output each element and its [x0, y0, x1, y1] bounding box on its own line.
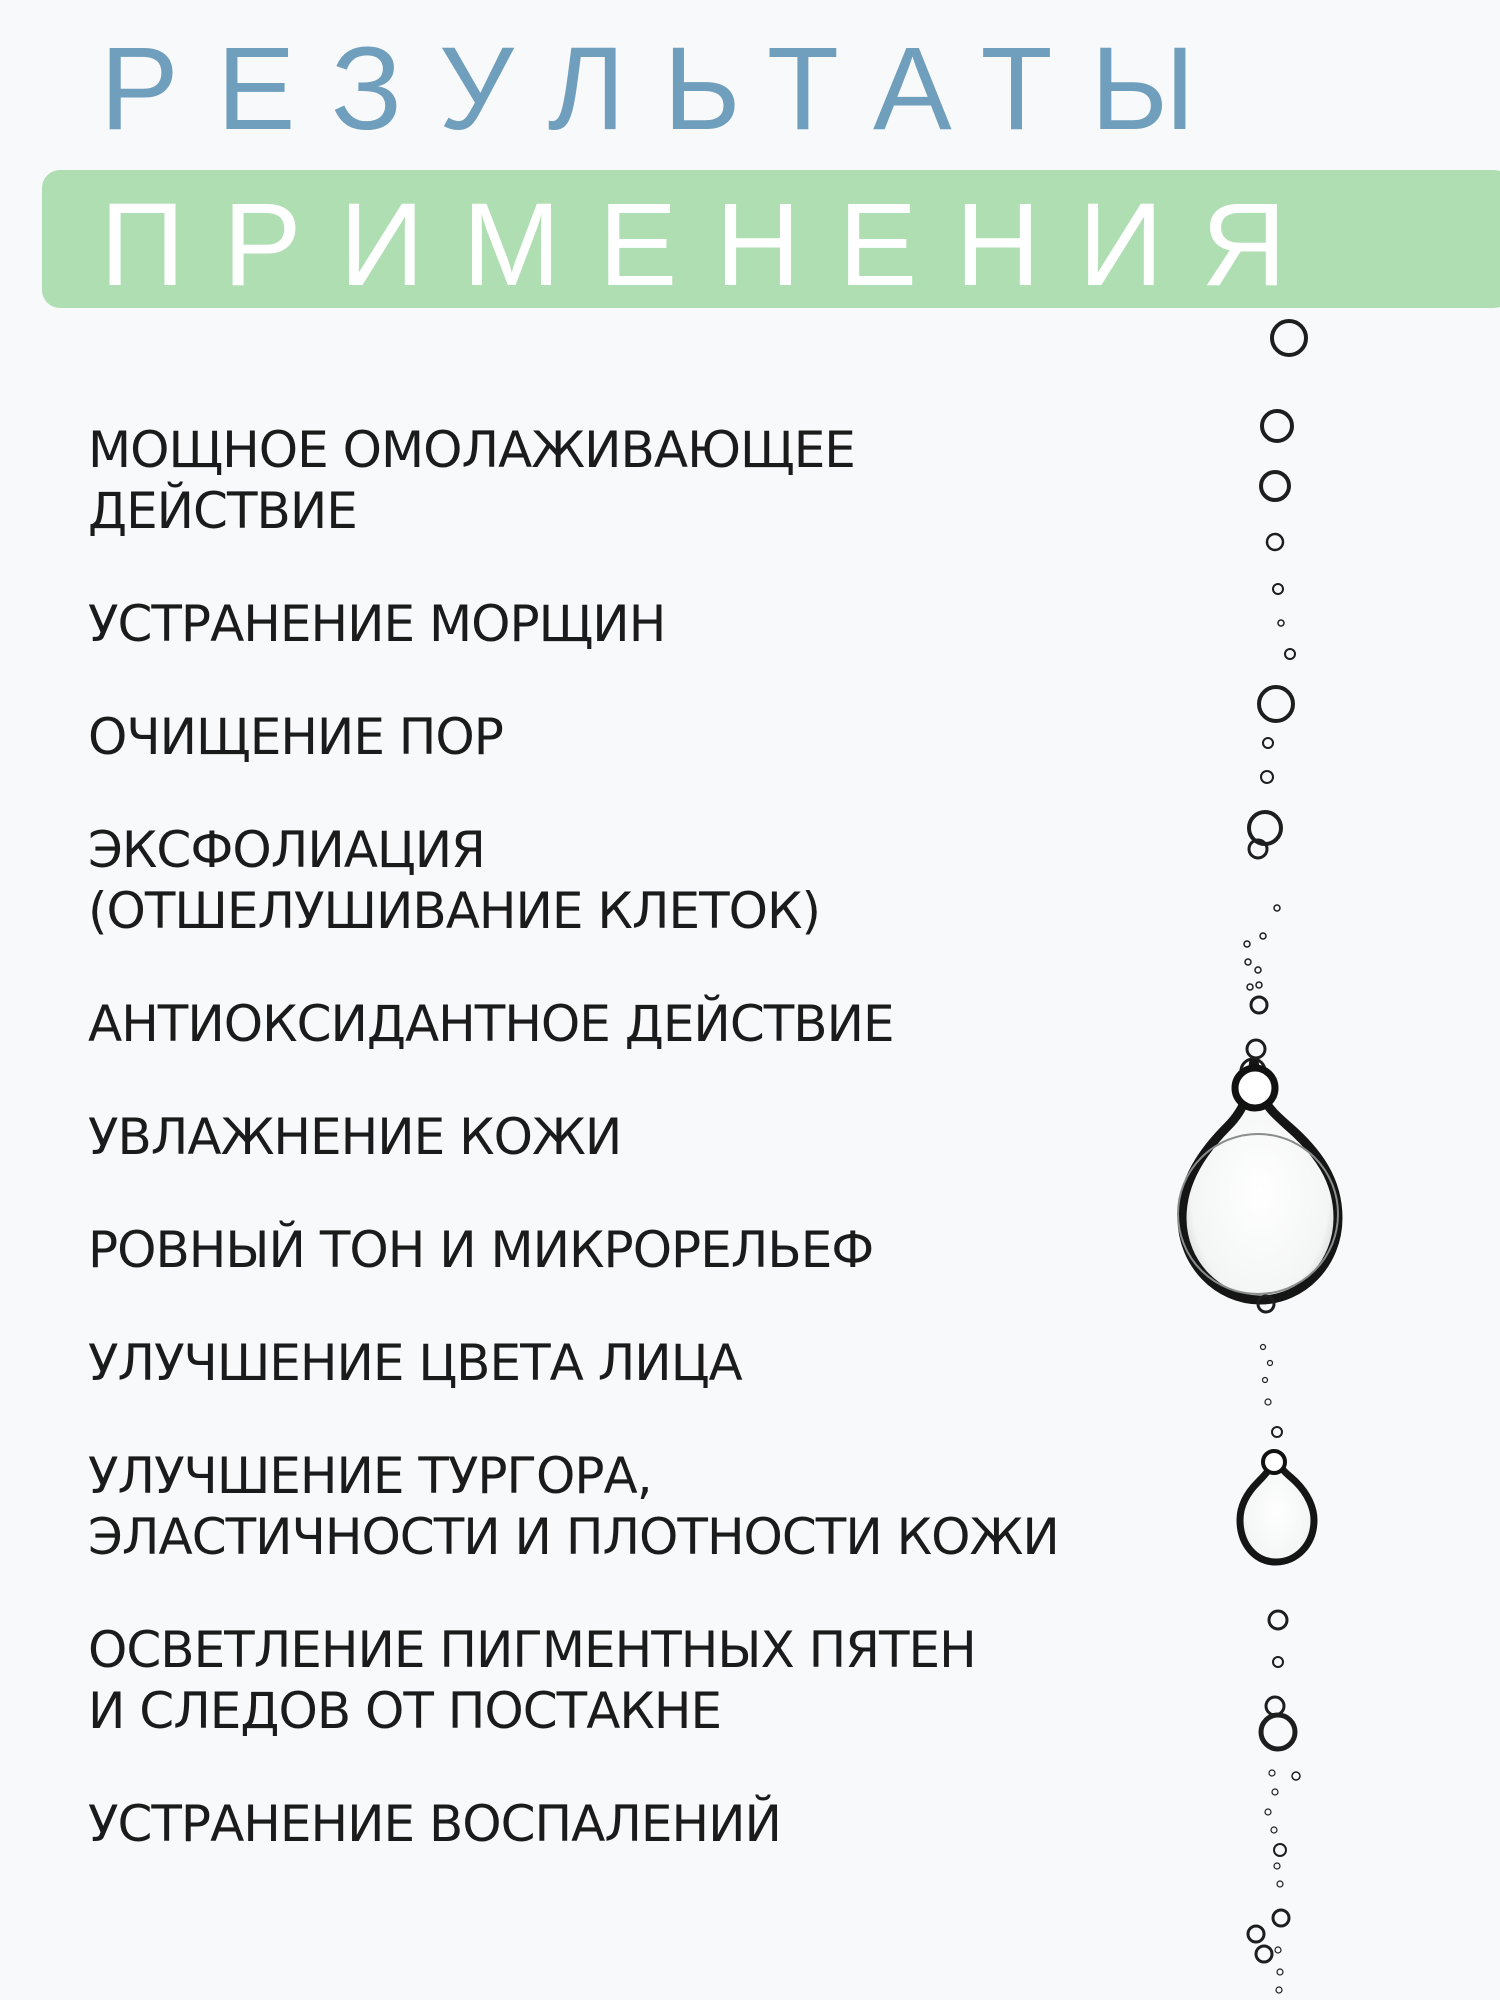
- bubble: [1277, 1969, 1283, 1975]
- bubble: [1274, 905, 1280, 911]
- bubble: [1260, 933, 1266, 939]
- bubble: [1248, 1926, 1264, 1942]
- bubble: [1259, 687, 1293, 721]
- bubble: [1249, 812, 1281, 844]
- bubble: [1247, 984, 1253, 990]
- title-line-2: ПРИМЕНЕНИЯ: [100, 179, 1325, 311]
- bubble: [1261, 1715, 1295, 1749]
- bubble: [1235, 1068, 1275, 1108]
- bubble: [1268, 1361, 1273, 1366]
- bubble: [1271, 1827, 1277, 1833]
- bubble: [1274, 1844, 1286, 1856]
- bubble: [1245, 959, 1251, 965]
- benefit-item: ЭКСФОЛИАЦИЯ (ОТШЕЛУШИВАНИЕ КЛЕТОК): [88, 821, 820, 940]
- bubble: [1276, 1987, 1282, 1993]
- title-line-1: РЕЗУЛЬТАТЫ: [100, 23, 1234, 155]
- bubble: [1266, 1697, 1284, 1715]
- bubble: [1273, 1910, 1289, 1926]
- bubble: [1275, 1947, 1281, 1953]
- benefit-item: УЛУЧШЕНИЕ ТУРГОРА, ЭЛАСТИЧНОСТИ И ПЛОТНОСТИ КОЖИ: [88, 1447, 1059, 1566]
- bubble: [1263, 1378, 1268, 1383]
- benefit-item: ОСВЕТЛЕНИЕ ПИГМЕНТНЫХ ПЯТЕН И СЛЕДОВ ОТ ПОСТАКНЕ: [88, 1621, 976, 1740]
- bubble: [1265, 1809, 1271, 1815]
- bubble: [1261, 771, 1273, 783]
- bubble: [1265, 1399, 1271, 1405]
- bubble: [1244, 941, 1250, 947]
- bubble: [1273, 1657, 1283, 1667]
- bubble: [1274, 1863, 1280, 1869]
- bubble: [1269, 1611, 1287, 1629]
- bubble: [1251, 997, 1267, 1013]
- bubble: [1273, 584, 1283, 594]
- benefit-item: УВЛАЖНЕНИЕ КОЖИ: [88, 1108, 622, 1166]
- bubble: [1277, 1881, 1283, 1887]
- bubble: [1285, 649, 1295, 659]
- benefit-item: УСТРАНЕНИЕ МОРЩИН: [88, 595, 666, 653]
- bubble: [1247, 1040, 1265, 1058]
- bubble: [1272, 321, 1306, 355]
- bubble: [1272, 1789, 1278, 1795]
- bubble: [1256, 982, 1262, 988]
- benefits-list: [88, 420, 1088, 1907]
- water-drops-image: [1150, 300, 1350, 2000]
- bubble: [1292, 1772, 1300, 1780]
- benefit-item: ОЧИЩЕНИЕ ПОР: [88, 708, 503, 766]
- bubble: [1267, 534, 1283, 550]
- benefit-item: МОЩНОЕ ОМОЛАЖИВАЮЩЕЕ ДЕЙСТВИЕ: [88, 421, 855, 540]
- bubble: [1278, 620, 1284, 626]
- bubble: [1261, 472, 1289, 500]
- benefit-item: УСТРАНЕНИЕ ВОСПАЛЕНИЙ: [88, 1795, 781, 1853]
- bubble: [1255, 967, 1261, 973]
- bubble: [1263, 1451, 1285, 1473]
- benefit-item: УЛУЧШЕНИЕ ЦВЕТА ЛИЦА: [88, 1334, 742, 1392]
- bubble: [1256, 1946, 1272, 1962]
- bubble: [1263, 738, 1273, 748]
- bubble: [1269, 1770, 1275, 1776]
- benefit-item: РОВНЫЙ ТОН И МИКРОРЕЛЬЕФ: [88, 1221, 874, 1279]
- benefit-item: АНТИОКСИДАНТНОЕ ДЕЙСТВИЕ: [88, 995, 894, 1053]
- bubble: [1261, 1345, 1266, 1350]
- bubble: [1262, 411, 1292, 441]
- bubble: [1272, 1427, 1282, 1437]
